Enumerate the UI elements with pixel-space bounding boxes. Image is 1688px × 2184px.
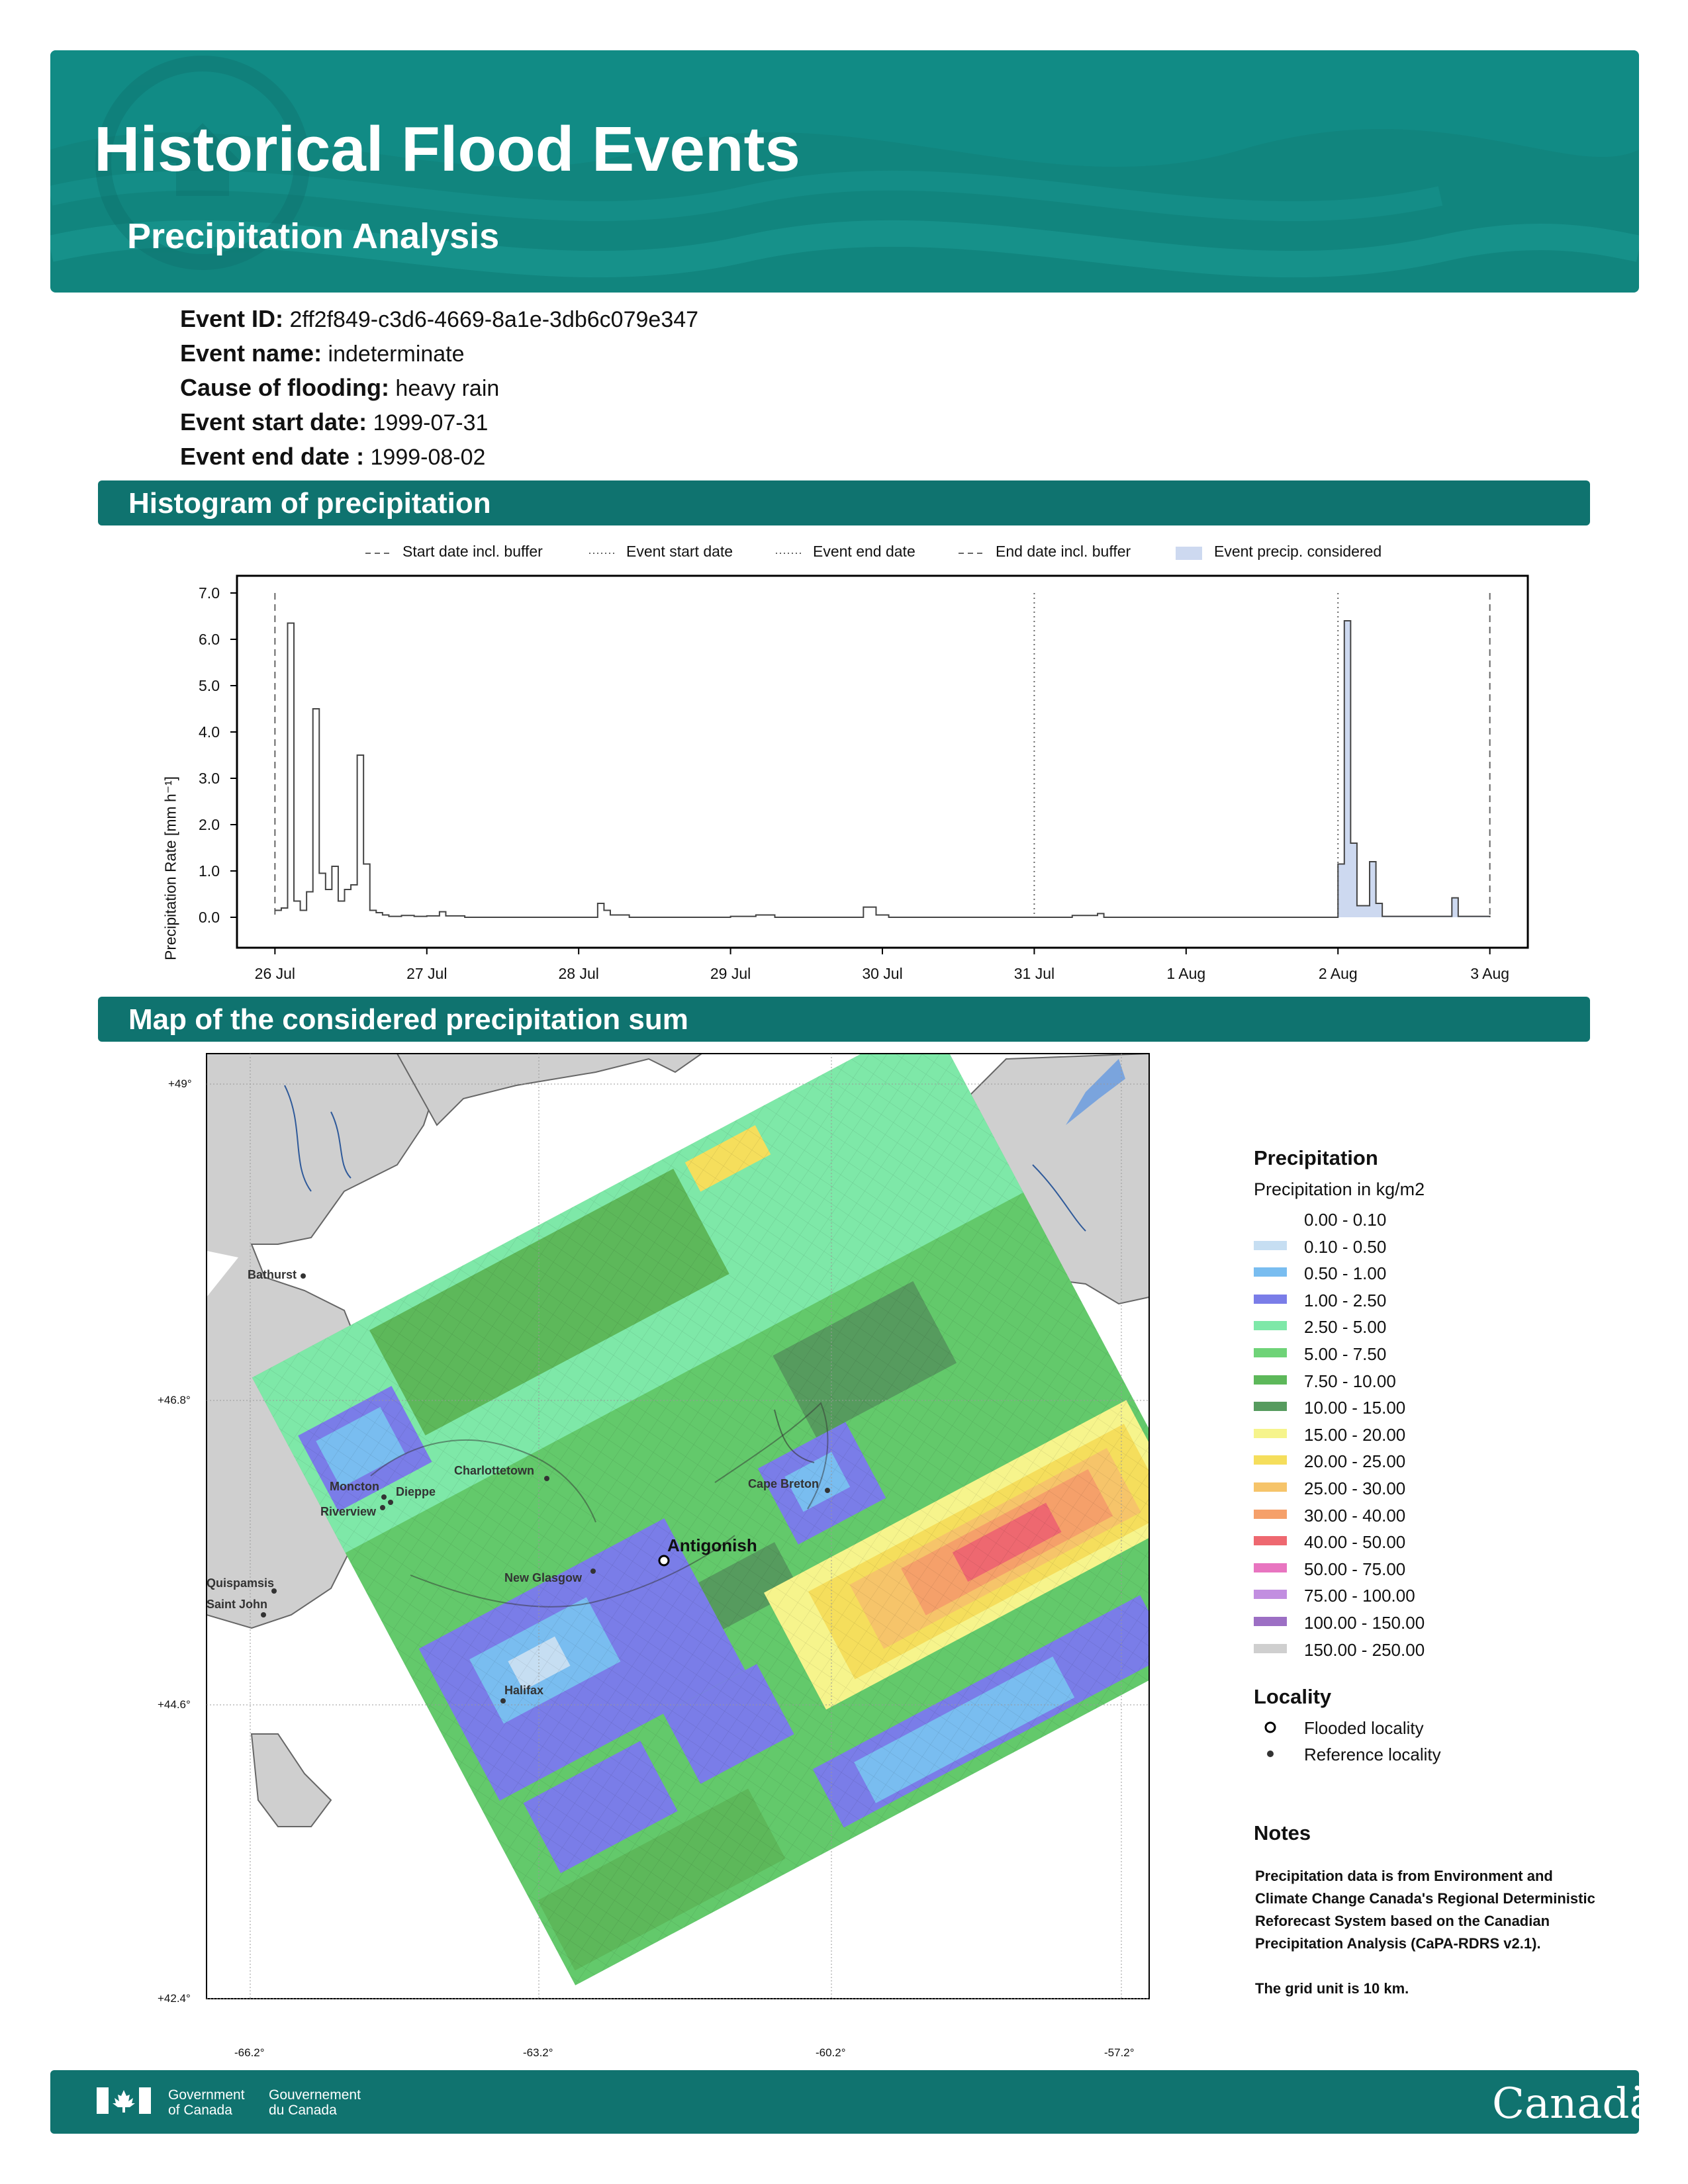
locality-legend-title: Locality [1254,1685,1332,1708]
xtick-label-4: 30 Jul [862,965,903,982]
event-name-label: Event name: [180,340,322,367]
page-subtitle: Precipitation Analysis [127,216,500,256]
legend-class-label: 0.50 - 1.00 [1304,1263,1387,1284]
legend-class-label: 0.00 - 0.10 [1304,1210,1387,1230]
city-label-cape-breton: Cape Breton [748,1477,820,1490]
ytick-label-5: 5.0 [199,677,220,694]
notes-title: Notes [1254,1821,1311,1844]
bathurst-marker [301,1273,306,1279]
notes-text: Precipitation data is from Environment and Climate Change Canada's Regional Deterministic Reforecast System based on the Canadian Precipitation Analysis (CaPA-RDRS v2.1). [1255,1868,1595,1952]
antigonish-flood-marker [659,1556,669,1565]
canada-wordmark: Canadä [1492,2079,1655,2128]
moncton-marker [381,1494,387,1500]
city-label-new-glasgow: New Glasgow [504,1571,583,1584]
legend-swatch [1254,1617,1287,1626]
xtick-label-8: 3 Aug [1470,965,1510,982]
legend-swatch [1254,1321,1287,1330]
event-cause-value: heavy rain [395,376,500,401]
lat-label-49: +49° [168,1077,192,1090]
ytick-label-6: 6.0 [199,631,220,648]
city-label-moncton: Moncton [330,1480,379,1493]
legend-class-label: 10.00 - 15.00 [1304,1398,1406,1418]
legend-class-8 [1254,1425,1519,1447]
event-end-label: Event end date : [180,443,365,470]
saint-john-marker [261,1612,266,1617]
legend-class-9 [1254,1451,1519,1474]
legend-start-buffer: Start date incl. buffer [402,543,543,560]
legend-class-10 [1254,1479,1519,1501]
legend-class-label: 50.00 - 75.00 [1304,1559,1406,1579]
legend-class-0 [1254,1210,1519,1232]
legend-class-label: 2.50 - 5.00 [1304,1317,1387,1338]
legend-class-label: 30.00 - 40.00 [1304,1505,1406,1525]
halifax-marker [500,1698,506,1704]
legend-swatch [1254,1590,1287,1599]
notes-grid: The grid unit is 10 km. [1255,1980,1409,1997]
legend-swatch [1254,1295,1287,1304]
event-id-label: Event ID: [180,305,284,332]
legend-class-7 [1254,1398,1519,1420]
lon-label-60-2: -60.2° [816,2046,846,2059]
legend-class-11 [1254,1506,1519,1528]
canada-flag-icon [97,2087,151,2114]
histogram-section-title: Histogram of precipitation [128,487,491,520]
legend-swatch [1254,1375,1287,1385]
city-label-antigonish: Antigonish [667,1535,757,1555]
legend-class-label: 75.00 - 100.00 [1304,1586,1415,1606]
ytick-label-3: 3.0 [199,770,220,787]
xtick-label-6: 1 Aug [1166,965,1206,982]
notes-body [1255,1865,1599,2000]
gov-en: Government of Canada [168,2087,245,2118]
legend-class-16 [1254,1640,1519,1662]
event-cause-label: Cause of flooding: [180,374,389,401]
legend-class-6 [1254,1371,1519,1394]
legend-swatch [1254,1536,1287,1545]
cape-breton-marker [825,1488,830,1493]
city-label-quispamsis: Quispamsis [207,1576,275,1590]
lat-label-44-6: +44.6° [158,1698,191,1711]
ytick-label-4: 4.0 [199,723,220,741]
xtick-label-3: 29 Jul [710,965,751,982]
xtick-label-0: 26 Jul [254,965,296,982]
legend-class-15 [1254,1613,1519,1635]
xtick-label-7: 2 Aug [1318,965,1358,982]
charlottetown-marker [544,1476,549,1481]
legend-class-label: 20.00 - 25.00 [1304,1451,1406,1472]
legend-reference-locality: Reference locality [1304,1745,1441,1764]
legend-swatch [1254,1241,1287,1250]
legend-class-13 [1254,1559,1519,1582]
city-label-bathurst: Bathurst [248,1268,297,1281]
page-title: Historical Flood Events [94,114,800,185]
gov-fr: Gouvernement du Canada [269,2087,361,2118]
legend-swatch [1254,1644,1287,1653]
footer [50,2070,1655,2134]
legend-class-label: 15.00 - 20.00 [1304,1424,1406,1445]
precip-legend-title: Precipitation [1254,1146,1378,1169]
lat-label-42-4: +42.4° [158,1992,191,2005]
map-section-title: Map of the considered precipitation sum [128,1003,688,1036]
lat-label-46-8: +46.8° [158,1394,191,1406]
city-label-dieppe: Dieppe [396,1485,436,1498]
legend-swatch [1254,1455,1287,1465]
legend-class-label: 0.10 - 0.50 [1304,1236,1387,1257]
new-glasgow-marker [590,1569,596,1574]
legend-swatch [1254,1510,1287,1519]
legend-swatch [1254,1563,1287,1572]
ytick-label-7: 7.0 [199,584,220,602]
legend-class-14 [1254,1586,1519,1608]
legend-swatch [1254,1348,1287,1357]
legend-swatch [1254,1482,1287,1492]
legend-class-label: 100.00 - 150.00 [1304,1613,1425,1633]
legend-class-label: 1.00 - 2.50 [1304,1290,1387,1310]
xtick-label-5: 31 Jul [1013,965,1055,982]
lon-label-63-2: -63.2° [523,2046,553,2059]
city-label-halifax: Halifax [504,1684,544,1697]
ytick-label-1: 1.0 [199,862,220,880]
legend-class-12 [1254,1532,1519,1555]
ytick-label-2: 2.0 [199,816,220,833]
xtick-label-1: 27 Jul [406,965,447,982]
legend-event-start: Event start date [626,543,733,560]
event-end-value: 1999-08-02 [370,445,486,470]
legend-event-end: Event end date [813,543,915,560]
legend-class-4 [1254,1317,1519,1340]
event-id-value: 2ff2f849-c3d6-4669-8a1e-3db6c079e347 [289,307,699,332]
histogram-ylabel: Precipitation Rate [mm h⁻¹] [162,776,179,961]
event-start-label: Event start date: [180,408,367,435]
city-label-charlottetown: Charlottetown [454,1464,534,1477]
lon-label-66-2: -66.2° [234,2046,265,2059]
legend-swatch [1254,1267,1287,1277]
lon-label-57-2: -57.2° [1104,2046,1135,2059]
legend-flooded-locality: Flooded locality [1304,1718,1424,1738]
legend-considered: Event precip. considered [1214,543,1382,560]
precip-legend-subtitle: Precipitation in kg/m2 [1254,1179,1425,1199]
city-label-riverview: Riverview [320,1505,377,1518]
legend-class-label: 25.00 - 30.00 [1304,1479,1406,1498]
legend-class-1 [1254,1237,1519,1259]
xtick-label-2: 28 Jul [558,965,599,982]
legend-class-5 [1254,1344,1519,1367]
event-name-value: indeterminate [328,341,465,367]
dieppe-marker [388,1500,393,1505]
legend-swatch [1254,1402,1287,1411]
ytick-label-0: 0.0 [199,909,220,926]
legend-class-3 [1254,1291,1519,1313]
legend-class-2 [1254,1263,1519,1286]
legend-swatch [1254,1214,1287,1223]
riverview-marker [380,1505,385,1510]
legend-class-label: 7.50 - 10.00 [1304,1371,1396,1391]
legend-swatch [1254,1429,1287,1438]
legend-class-label: 150.00 - 250.00 [1304,1639,1425,1660]
legend-class-label: 40.00 - 50.00 [1304,1532,1406,1553]
city-label-saint-john: Saint John [207,1598,268,1611]
legend-class-label: 5.00 - 7.50 [1304,1344,1387,1364]
event-start-value: 1999-07-31 [373,410,489,435]
legend-end-buffer: End date incl. buffer [996,543,1131,560]
